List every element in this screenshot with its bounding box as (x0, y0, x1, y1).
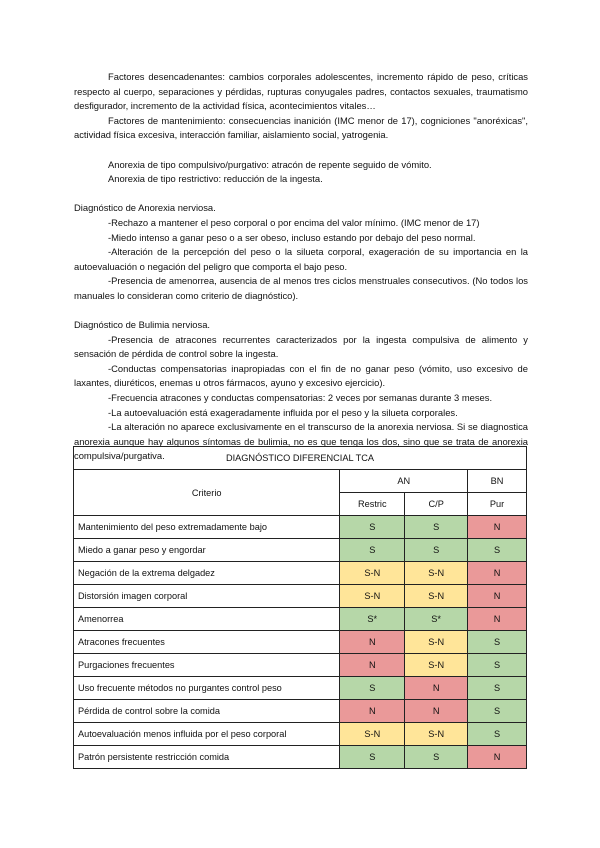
value-cell: S-N (340, 562, 405, 585)
value-cell: S (468, 631, 527, 654)
value-cell: S-N (340, 723, 405, 746)
value-cell: S (340, 677, 405, 700)
value-cell: N (468, 516, 527, 539)
header-bn: BN (468, 470, 527, 493)
list-item: -Frecuencia atracones y conductas compensatorias: 2 veces por semanas durante 3 meses. (108, 392, 493, 404)
criterion-cell: Distorsión imagen corporal (74, 585, 340, 608)
value-cell: S-N (405, 631, 468, 654)
table-title: DIAGNÓSTICO DIFERENCIAL TCA (74, 447, 527, 470)
value-cell: N (468, 608, 527, 631)
table-row (74, 585, 527, 608)
criterion-cell: Autoevaluación menos influida por el peso corporal (74, 723, 340, 746)
criterion-cell: Atracones frecuentes (74, 631, 340, 654)
value-cell: N (405, 677, 468, 700)
header-pur: Pur (468, 493, 527, 516)
criterion-cell: Patrón persistente restricción comida (74, 746, 340, 769)
criterion-cell: Miedo a ganar peso y engordar (74, 539, 340, 562)
paragraph: Anorexia de tipo restrictivo: reducción de la ingesta. (108, 173, 323, 185)
value-cell: S* (405, 608, 468, 631)
value-cell: S (405, 516, 468, 539)
criterion-cell: Uso frecuente métodos no purgantes control peso (74, 677, 340, 700)
value-cell: S (340, 539, 405, 562)
list-item: -Presencia de atracones recurrentes caracterizados por la ingesta compulsiva de alimento y sensación de pérdida de control sobre la ingesta. (74, 333, 528, 360)
value-cell: N (340, 700, 405, 723)
criterion-cell: Pérdida de control sobre la comida (74, 700, 340, 723)
differential-diagnosis-table (73, 446, 527, 769)
value-cell: N (468, 562, 527, 585)
value-cell: S (340, 516, 405, 539)
table-row (74, 516, 527, 539)
value-cell: S (405, 539, 468, 562)
value-cell: S (468, 677, 527, 700)
document-body (74, 70, 528, 464)
value-cell: S (468, 654, 527, 677)
value-cell: S (405, 746, 468, 769)
value-cell: N (405, 700, 468, 723)
value-cell: S (468, 723, 527, 746)
paragraph: Factores de mantenimiento: consecuencias inanición (IMC menor de 17), cogniciones "anoréxicas", actividad física excesiva, interacción familiar, aislamiento social, yatrogenia. (74, 114, 528, 141)
header-restric: Restric (340, 493, 405, 516)
value-cell: S-N (405, 723, 468, 746)
value-cell: N (468, 746, 527, 769)
value-cell: S-N (340, 585, 405, 608)
value-cell: S (340, 746, 405, 769)
header-cp: C/P (405, 493, 468, 516)
header-an: AN (340, 470, 468, 493)
table-row (74, 608, 527, 631)
list-item: -Alteración de la percepción del peso o la silueta corporal, exageración de su importancia en la autoevaluación o negación del peligro que comporta el bajo peso. (74, 246, 528, 272)
table-row (74, 539, 527, 562)
value-cell: N (340, 654, 405, 677)
value-cell: N (468, 585, 527, 608)
value-cell: S-N (405, 585, 468, 608)
value-cell: S (468, 700, 527, 723)
criterion-cell: Mantenimiento del peso extremadamente bajo (74, 516, 340, 539)
value-cell: S-N (405, 654, 468, 677)
list-item: -La autoevaluación está exageradamente influida por el peso y la silueta corporales. (108, 406, 458, 418)
criterion-cell: Negación de la extrema delgadez (74, 562, 340, 585)
table-row (74, 723, 527, 746)
value-cell: S (468, 539, 527, 562)
paragraph: Anorexia de tipo compulsivo/purgativo: atracón de repente seguido de vómito. (108, 158, 432, 170)
table-row (74, 700, 527, 723)
value-cell: S* (340, 608, 405, 631)
table-row (74, 562, 527, 585)
table-row (74, 677, 527, 700)
criterion-cell: Amenorrea (74, 608, 340, 631)
table-row (74, 746, 527, 769)
criterion-cell: Purgaciones frecuentes (74, 654, 340, 677)
paragraph: Factores desencadenantes: cambios corporales adolescentes, incremento rápido de peso, críticas respecto al cuerpo, separaciones y pérdidas, rupturas conyugales padres, contactos sexuales, traumatismo desfigurador, incremento de la actividad física, acontecimientos vitales… (74, 71, 528, 112)
table-row (74, 631, 527, 654)
value-cell: S-N (405, 562, 468, 585)
list-item: -Rechazo a mantener el peso corporal o por encima del valor mínimo. (IMC menor de 17) (108, 216, 480, 228)
list-item: -La alteración no aparece exclusivamente en el transcurso de la anorexia nerviosa. Si se diagnostica anorexia aunque hay algunos síntomas de bulimia, no es que tenga los dos, sino que se trata de anorexia compulsiva/purgativa. (74, 421, 528, 462)
list-item: -Conductas compensatorias inapropiadas con el fin de no ganar peso (vómito, uso excesivo de laxantes, diuréticos, enemas u otros fármacos, ayuno y excesivo ejercicio). (74, 362, 528, 389)
section-heading: Diagnóstico de Bulimia nerviosa. (74, 319, 211, 331)
header-criterio: Criterio (74, 470, 340, 516)
list-item: -Presencia de amenorrea, ausencia de al menos tres ciclos menstruales consecutivos. (No todos los manuales lo consideran como criterio de diagnóstico). (74, 275, 528, 301)
value-cell: N (340, 631, 405, 654)
list-item: -Miedo intenso a ganar peso o a ser obeso, incluso estando por debajo del peso normal. (108, 231, 476, 243)
section-heading: Diagnóstico de Anorexia nerviosa. (74, 202, 216, 214)
table-row (74, 654, 527, 677)
